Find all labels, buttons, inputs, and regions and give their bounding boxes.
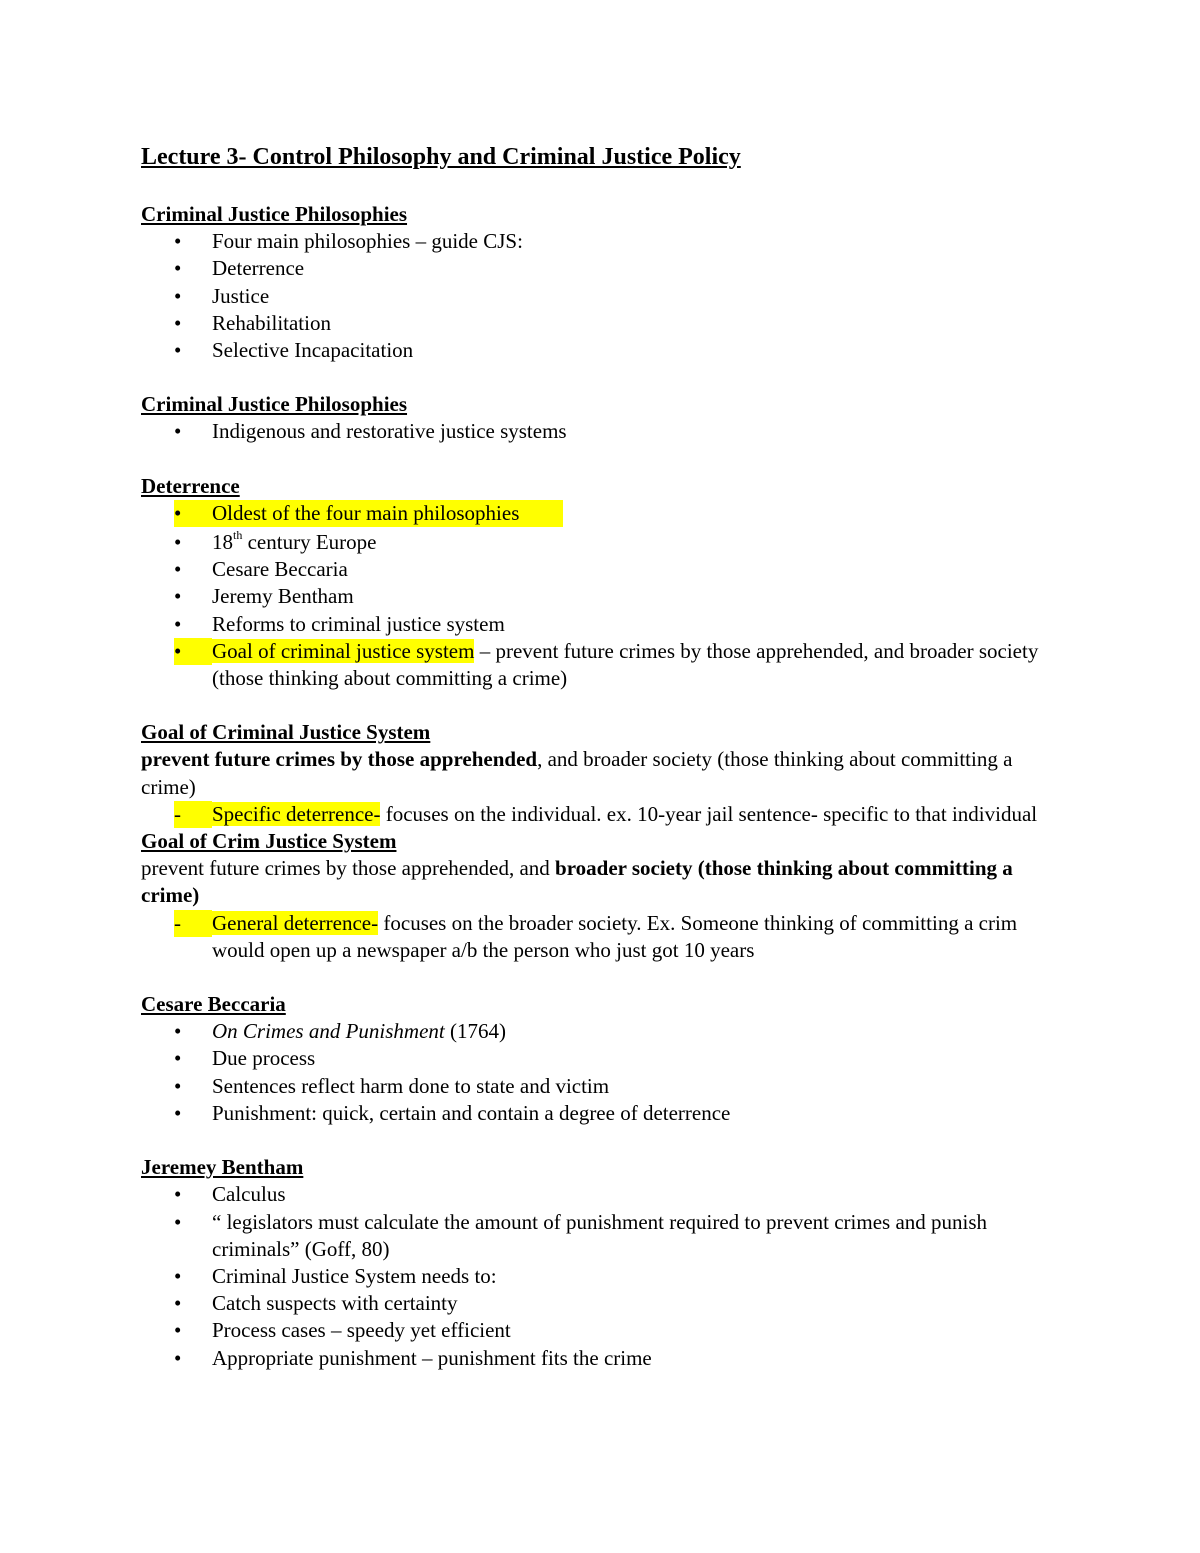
list-item: • Criminal Justice System needs to: xyxy=(141,1263,1061,1290)
paragraph: prevent future crimes by those apprehended, and broader society (those thinking about committing a crime) xyxy=(141,856,1013,908)
section-heading-cj-philosophies: Criminal Justice Philosophies xyxy=(141,202,408,226)
list-item: • Selective Incapacitation xyxy=(141,337,1061,364)
bullet-marker: • xyxy=(174,419,182,444)
bullet-marker: • xyxy=(174,1019,182,1044)
bullet-marker: • xyxy=(174,584,182,609)
list-item: • Justice xyxy=(141,283,1061,310)
list-item: • Deterrence xyxy=(141,255,1061,282)
bullet-marker: • xyxy=(174,638,212,665)
section-heading-beccaria: Cesare Beccaria xyxy=(141,992,286,1017)
highlight-text: Goal of criminal justice system xyxy=(212,638,475,663)
bullet-marker: • xyxy=(174,1046,182,1071)
list-item: • Four main philosophies – guide CJS: xyxy=(141,228,1061,255)
list-item: • Calculus xyxy=(141,1181,1061,1208)
dash-list-general xyxy=(141,910,1061,964)
section-heading-bentham: Jeremey Bentham xyxy=(141,1155,304,1180)
bullet-list-cj-philosophies xyxy=(141,228,1061,364)
list-item: - Specific deterrence- focuses on the individual. ex. 10-year jail sentence- specific to that individual xyxy=(141,801,1061,828)
list-item: • Appropriate punishment – punishment fits the crime xyxy=(141,1345,1061,1372)
paragraph: prevent future crimes by those apprehended, and broader society (those thinking about committing a crime) xyxy=(141,747,1013,799)
bullet-marker: • xyxy=(174,530,182,555)
bullet-marker: • xyxy=(174,1263,182,1288)
dash-list-specific xyxy=(141,801,1061,828)
section-heading-goal-crim-js: Goal of Crim Justice System xyxy=(141,829,397,854)
list-item: • Indigenous and restorative justice systems xyxy=(141,418,1061,445)
document-title: Lecture 3- Control Philosophy and Criminal Justice Policy xyxy=(141,144,741,170)
section-heading-goal-cjs: Goal of Criminal Justice System xyxy=(141,720,431,745)
list-item: • Sentences reflect harm done to state and victim xyxy=(141,1073,1061,1100)
list-item: • Punishment: quick, certain and contain a degree of deterrence xyxy=(141,1100,1061,1127)
bullet-marker: • xyxy=(174,310,182,335)
bullet-marker: • xyxy=(174,283,182,308)
list-item: • 18th century Europe xyxy=(141,529,1061,556)
list-item: • Reforms to criminal justice system xyxy=(141,611,1061,638)
bullet-list-bentham xyxy=(141,1181,1061,1371)
list-item: • “ legislators must calculate the amount of punishment required to prevent crimes and punish criminals” (Goff, 80) xyxy=(174,1209,988,1261)
section-heading-deterrence: Deterrence xyxy=(141,473,240,498)
list-item-highlighted: • Oldest of the four main philosophies xyxy=(174,500,563,527)
bullet-marker: • xyxy=(174,256,182,281)
bullet-marker: • xyxy=(174,1100,182,1125)
list-item: • Goal of criminal justice system – prevent future crimes by those apprehended, and broader society (those thinking about committing a crime) xyxy=(174,638,1039,691)
list-item: • Rehabilitation xyxy=(141,310,1061,337)
list-item: • Process cases – speedy yet efficient xyxy=(141,1317,1061,1344)
list-item: - General deterrence- focuses on the broader society. Ex. Someone thinking of committing a crim would open up a newspaper a/b the person who just got 10 years xyxy=(174,910,1018,962)
bullet-marker: • xyxy=(174,1073,182,1098)
bullet-marker: • xyxy=(174,557,182,582)
list-item: • Cesare Beccaria xyxy=(141,556,1061,583)
bullet-marker: • xyxy=(174,1291,182,1316)
bullet-list-beccaria xyxy=(141,1018,1061,1127)
bullet-list-deterrence xyxy=(141,500,1061,692)
document-page xyxy=(141,140,1061,1372)
bullet-marker: • xyxy=(174,229,182,254)
bullet-marker: • xyxy=(174,1345,182,1370)
bullet-marker: • xyxy=(174,611,182,636)
highlight-text: Specific deterrence- xyxy=(212,801,381,826)
bullet-marker: • xyxy=(174,1318,182,1343)
highlight-text: General deterrence- xyxy=(212,910,379,935)
list-item: • Catch suspects with certainty xyxy=(141,1290,1061,1317)
bullet-marker: • xyxy=(174,500,182,525)
bullet-marker: • xyxy=(174,1182,182,1207)
bullet-marker: • xyxy=(174,1209,182,1234)
list-item: • On Crimes and Punishment (1764) xyxy=(141,1018,1061,1045)
bullet-marker: • xyxy=(174,338,182,363)
bullet-list-indigenous xyxy=(141,418,1061,445)
dash-marker: - xyxy=(174,801,212,828)
section-heading-cj-philosophies-2: Criminal Justice Philosophies xyxy=(141,392,408,417)
dash-marker: - xyxy=(174,910,212,937)
list-item: • Jeremy Bentham xyxy=(141,583,1061,610)
list-item: • Due process xyxy=(141,1045,1061,1072)
